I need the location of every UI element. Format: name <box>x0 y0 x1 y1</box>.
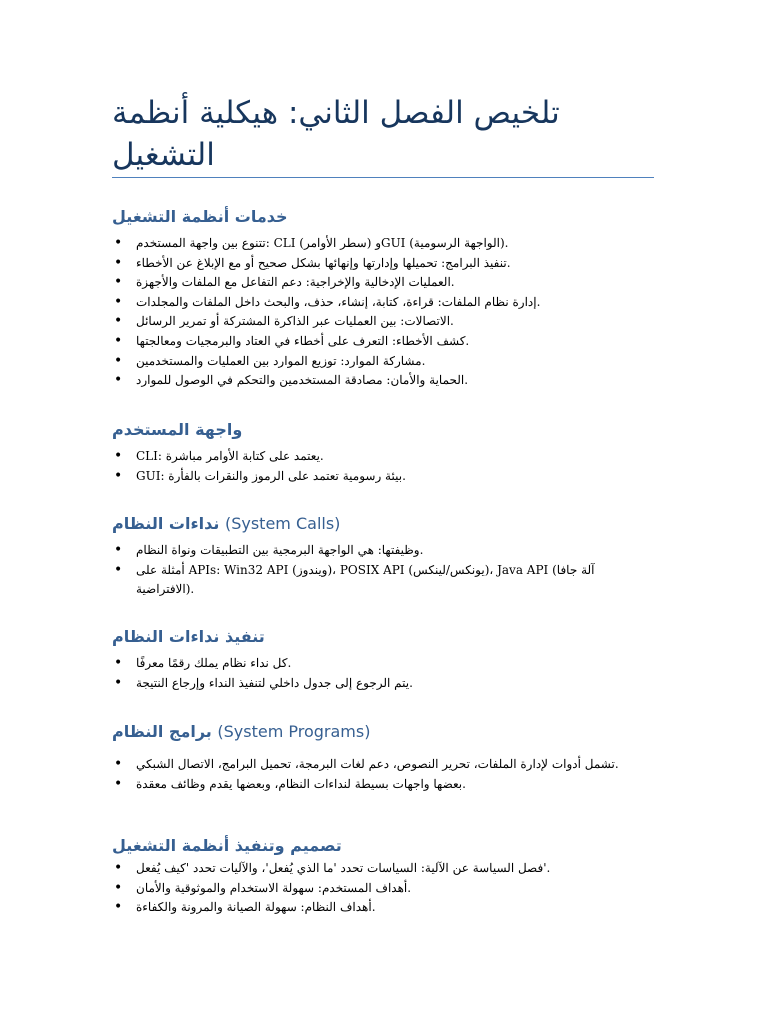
list-item: • الاتصالات: بين العمليات عبر الذاكرة المشتركة أو تمرير الرسائل. <box>112 312 672 332</box>
bullet-icon: • <box>114 293 123 310</box>
bullet-icon: • <box>114 313 123 330</box>
section-heading: خدمات أنظمة التشغيل <box>112 207 288 226</box>
list-item: • أهداف النظام: سهولة الصيانة والمرونة والكفاءة. <box>112 898 672 918</box>
section-heading: برامج النظام (System Programs) <box>112 722 371 741</box>
list-item: • CLI: يعتمد على كتابة الأوامر مباشرة. <box>112 447 672 467</box>
bullet-icon: • <box>114 448 123 464</box>
bullet-icon: • <box>114 542 123 558</box>
section-user-interface <box>112 419 672 486</box>
section-system-calls <box>112 513 672 600</box>
bullet-icon: • <box>114 775 123 792</box>
bullet-icon: • <box>114 372 123 389</box>
bullet-icon: • <box>114 254 123 271</box>
list-item: • كشف الأخطاء: التعرف على أخطاء في العتاد والبرمجيات ومعالجتها. <box>112 332 672 352</box>
section-system-call-execution <box>112 626 672 693</box>
document-title: تلخيص الفصل الثاني: هيكلية أنظمة التشغيل <box>112 95 560 173</box>
list-item: • الحماية والأمان: مصادقة المستخدمين والتحكم في الوصول للموارد. <box>112 371 672 391</box>
bullet-icon: • <box>114 467 123 484</box>
section-os-design <box>112 835 672 918</box>
list-item: • كل نداء نظام يملك رقمًا معرفًا. <box>112 654 672 674</box>
list-item: • تشمل أدوات لإدارة الملفات، تحرير النصوص، دعم لغات البرمجة، تحميل البرامج، الاتصال الشبكي. <box>112 755 646 775</box>
bullet-icon: • <box>114 332 123 349</box>
list-item: • تنفيذ البرامج: تحميلها وإدارتها وإنهائها بشكل صحيح أو مع الإبلاغ عن الأخطاء. <box>112 254 672 274</box>
list-item: • أهداف المستخدم: سهولة الاستخدام والموثوقية والأمان. <box>112 879 672 899</box>
bullet-icon: • <box>114 879 123 896</box>
section-heading: تصميم وتنفيذ أنظمة التشغيل <box>112 836 342 855</box>
list-item: • وظيفتها: هي الواجهة البرمجية بين التطبيقات ونواة النظام. <box>112 541 672 561</box>
bullet-icon: • <box>114 352 123 369</box>
bullet-icon: • <box>114 235 123 251</box>
bullet-icon: • <box>114 899 123 916</box>
list-item: • إدارة نظام الملفات: قراءة، كتابة، إنشاء، حذف، والبحث داخل الملفات والمجلدات. <box>112 293 672 313</box>
section-heading: واجهة المستخدم <box>112 420 243 439</box>
section-heading: تنفيذ نداءات النظام <box>112 627 265 646</box>
list-item: • مشاركة الموارد: توزيع الموارد بين العمليات والمستخدمين. <box>112 352 672 372</box>
list-item: • GUI: بيئة رسومية تعتمد على الرموز والنقرات بالفأرة. <box>112 467 672 487</box>
bullet-icon: • <box>114 860 123 876</box>
bullet-icon: • <box>114 561 123 578</box>
list-item: • تتنوع بين واجهة المستخدم: CLI (سطر الأوامر) وGUI (الواجهة الرسومية). <box>112 234 672 254</box>
bullet-icon: • <box>114 274 123 291</box>
list-item: • يتم الرجوع إلى جدول داخلي لتنفيذ النداء وإرجاع النتيجة. <box>112 674 672 694</box>
list-item: • العمليات الإدخالية والإخراجية: دعم التفاعل مع الملفات والأجهزة. <box>112 273 672 293</box>
section-system-programs <box>112 721 672 794</box>
list-item: • بعضها واجهات بسيطة لنداءات النظام، وبعضها يقدم وظائف معقدة. <box>112 775 672 795</box>
list-item: • أمثلة على APIs: Win32 API (ويندوز)، POSIX API (يونكس/لينكس)، Java API (آلة جافا الافتراضية). <box>114 561 595 597</box>
bullet-icon: • <box>114 756 123 772</box>
bullet-icon: • <box>114 674 123 691</box>
list-item: • فصل السياسة عن الآلية: السياسات تحدد 'ما الذي يُفعل'، والآليات تحدد 'كيف يُفعل'. <box>112 859 672 879</box>
title-divider <box>112 177 654 178</box>
section-os-services <box>112 206 672 391</box>
bullet-icon: • <box>114 655 123 671</box>
section-heading: نداءات النظام (System Calls) <box>112 514 341 533</box>
